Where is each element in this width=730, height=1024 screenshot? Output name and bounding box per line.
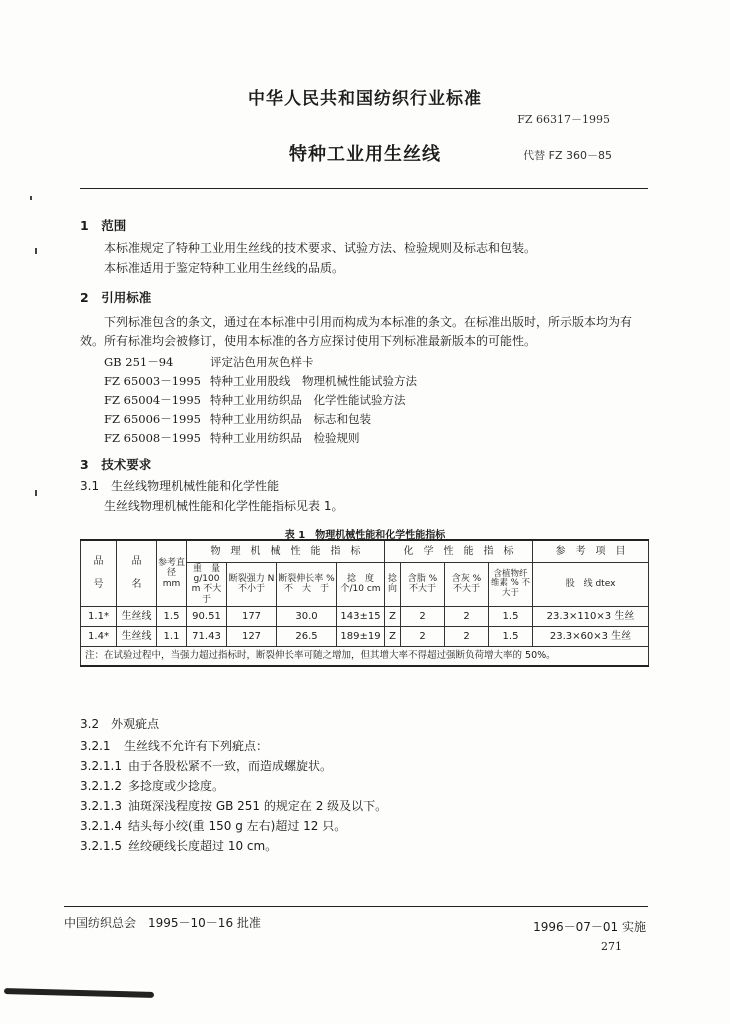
defect-item: 3.2.1.3 油斑深浅程度按 GB 251 的规定在 2 级及以下。 (80, 799, 388, 813)
spec-table (80, 539, 649, 667)
scan-artifact-dot (35, 248, 37, 254)
defect-item: 3.2.1.1 由于各股松紧不一致，而造成螺旋状。 (80, 759, 333, 773)
header-elongation: 断裂伸长率 % 不 大 于 (277, 562, 337, 606)
replaces-standard: 代替 FZ 360－85 (523, 149, 612, 162)
reference-item: FZ 65006－1995 特种工业用纺织品 标志和包装 (104, 412, 371, 426)
defect-item: 3.2.1.2 多捻度或少捻度。 (80, 779, 225, 793)
table-note: 注：在试验过程中，当强力超过指标时，断裂伸长率可随之增加，但其增大率不得超过强断负荷增大率的 50%。 (81, 646, 649, 666)
implementation-date: 1996－07－01 实施 (533, 920, 646, 934)
table-row: 1.4* 生丝线 1.1 71.43 127 26.5 189±19 Z 2 2 1.5 23.3×60×3 生丝 (81, 626, 649, 646)
header-twist-direction: 捻向 (385, 562, 401, 606)
scan-artifact-mark (4, 988, 154, 998)
section-3-1-paragraph: 生丝线物理机械性能和化学性能指标见表 1。 (104, 499, 344, 513)
defect-item: 3.2.1 生丝线不允许有下列疵点： (80, 739, 269, 753)
reference-item: FZ 65004－1995 特种工业用纺织品 化学性能试验方法 (104, 393, 406, 407)
page-number: 271 (601, 940, 622, 953)
header-reference: 参 考 项 目 (533, 540, 649, 562)
reference-item: FZ 65008－1995 特种工业用纺织品 检验规则 (104, 431, 360, 445)
document-title: 特种工业用生丝线 (289, 144, 441, 165)
header-strand: 股 线 dtex (533, 562, 649, 606)
section-1-paragraph-1: 本标准规定了特种工业用生丝线的技术要求、试验方法、检验规则及标志和包装。 (104, 241, 537, 255)
header-chemical: 化 学 性 能 指 标 (385, 540, 533, 562)
reference-item: FZ 65003－1995 特种工业用股线 物理机械性能试验方法 (104, 374, 417, 388)
section-1-paragraph-2: 本标准适用于鉴定特种工业用生丝线的品质。 (104, 261, 345, 275)
header-divider (80, 188, 648, 189)
defect-item: 3.2.1.5 丝绞硬线长度超过 10 cm。 (80, 839, 278, 853)
header-physical: 物 理 机 械 性 能 指 标 (187, 540, 385, 562)
section-2-paragraph-line-2: 效。所有标准均会被修订，使用本标准的各方应探讨使用下列标准最新版本的可能性。 (80, 334, 537, 348)
section-1-title: 1 范围 (80, 218, 127, 233)
section-2-title: 2 引用标准 (80, 290, 152, 305)
defect-item: 3.2.1.4 结头每小绞(重 150 g 左右)超过 12 只。 (80, 819, 347, 833)
table-row: 1.1* 生丝线 1.5 90.51 177 30.0 143±15 Z 2 2 1.5 23.3×110×3 生丝 (81, 606, 649, 626)
header-plant-fiber: 含植物纤维素 % 不大于 (489, 562, 533, 606)
scan-artifact-dot (30, 196, 32, 200)
header-fat: 含脂 % 不大于 (401, 562, 445, 606)
scan-artifact-dot (35, 490, 37, 496)
header-ref-diameter: 参考直径 mm (157, 540, 187, 606)
approval-line: 中国纺织总会 1995－10－16 批准 (64, 916, 261, 930)
section-3-2-title: 3.2 外观疵点 (80, 717, 160, 731)
header-ash: 含灰 % 不大于 (445, 562, 489, 606)
footer-divider (64, 906, 648, 907)
header-weight: 重 量 g/100 m 不大于 (187, 562, 227, 606)
header-pin-hao: 品 号 (81, 540, 117, 606)
reference-item: GB 251－94 评定沾色用灰色样卡 (104, 355, 314, 369)
header-twist: 捻 度 个/10 cm (337, 562, 385, 606)
standard-category-title: 中华人民共和国纺织行业标准 (248, 89, 482, 109)
section-2-paragraph-line-1: 下列标准包含的条文，通过在本标准中引用而构成为本标准的条文。在标准出版时，所示版本均为有 (104, 315, 633, 329)
header-pin-ming: 品 名 (117, 540, 157, 606)
standard-code: FZ 66317－1995 (517, 113, 610, 126)
table-caption: 表 1 物理机械性能和化学性能指标 (284, 530, 446, 541)
section-3-title: 3 技术要求 (80, 457, 152, 472)
section-3-1-title: 3.1 生丝线物理机械性能和化学性能 (80, 479, 280, 493)
header-strength: 断裂强力 N 不小于 (227, 562, 277, 606)
